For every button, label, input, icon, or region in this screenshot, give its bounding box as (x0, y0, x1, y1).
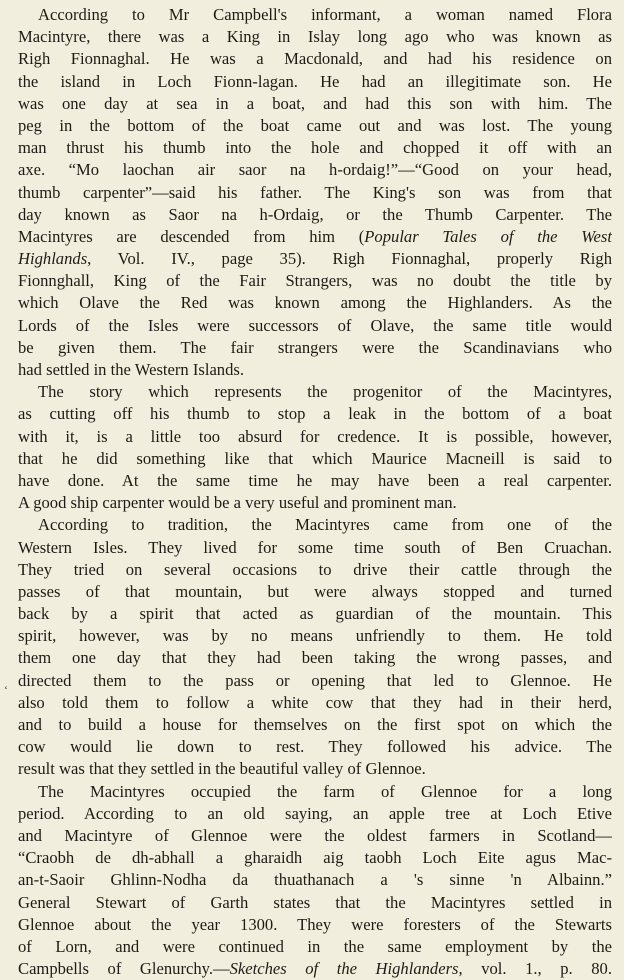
text-line: Glennoe about the year 1300. They were foresters of the Stewarts (18, 914, 612, 934)
text-line: period. According to an old saying, an apple tree at Loch Etive (18, 803, 612, 823)
text-line: them one day that they had been taking the wrong passes, and (18, 648, 612, 668)
text-line: and Macintyre of Glennoe were the oldest farmers in Scotland— (18, 825, 612, 845)
citation-title: Sketches of the Highlanders (229, 959, 459, 979)
text-line: and to build a house for themselves on the first spot on which the (18, 715, 612, 734)
paragraph-3 (18, 514, 612, 780)
text-run: Campbells of Glenurchy.— (18, 959, 230, 979)
text-line: They tried on several occasions to drive their cattle through the (18, 559, 612, 579)
text-line: man thrust his thumb into the hole and chopped it off with an (18, 138, 612, 158)
text-line (18, 226, 612, 248)
text-line: as cutting off his thumb to stop a leak in the bottom of a boat (18, 404, 612, 424)
text-line: directed them to the pass or opening that led to Glennoe. He (18, 670, 612, 690)
text-line: an-t-Saoir Ghlinn-Nodha da thuathanach a 's sinne 'n Albainn.” (18, 870, 612, 890)
text-line: The Macintyres occupied the farm of Glennoe for a long (38, 781, 612, 801)
text-line: of Lorn, and were continued in the same employment by the (18, 936, 612, 956)
text-line: thumb carpenter”—said his father. The King's son was from that (18, 182, 612, 202)
text-line: which Olave the Red was known among the Highlanders. As the (18, 293, 612, 313)
text-line: cow would lie down to rest. They followed his advice. The (18, 737, 612, 757)
text-line: spirit, however, was by no means unfriendly to them. He told (18, 626, 612, 646)
text-line: Fionnghall, King of the Fair Strangers, was no doubt the title by (18, 271, 612, 291)
text-line (18, 248, 612, 270)
text-line: also told them to follow a white cow that they had in their herd, (18, 692, 612, 712)
text-line: was one day at sea in a boat, and had this son with him. The (18, 93, 612, 113)
text-line: that he did something like that which Maurice Macneill is said to (18, 448, 612, 468)
text-line: According to tradition, the Macintyres came from one of the (38, 515, 612, 535)
text-line: day known as Saor na h-Ordaig, or the Thumb Carpenter. The (18, 204, 612, 224)
text-line: passes of that mountain, but were always stopped and turned (18, 581, 612, 601)
text-line: the island in Loch Fionn-lagan. He had an illegitimate son. He (18, 71, 612, 91)
text-line: have done. At the same time he may have been a real carpenter. (18, 470, 612, 490)
text-line (18, 958, 612, 980)
text-line: Western Isles. They lived for some time south of Ben Cruachan. (18, 537, 612, 557)
text-line: General Stewart of Garth states that the Macintyres settled in (18, 892, 612, 912)
text-line: According to Mr Campbell's informant, a woman named Flora (38, 5, 612, 24)
citation-title: Highlands (18, 249, 88, 269)
paragraph-1 (18, 4, 612, 381)
margin-mark: ‘ (4, 683, 8, 697)
text-run: , Vol. IV., page 35). Righ Fionnaghal, properly Righ (87, 249, 612, 269)
text-line: axe. “Mo laochan air saor na h-ordaig!”—“Good on your head, (18, 160, 612, 180)
text-line: Macintyre, there was a King in Islay long ago who was known as (18, 27, 612, 47)
text-line: The story which represents the progenitor of the Macintyres, (38, 382, 612, 402)
text-line: be given them. The fair strangers were the Scandinavians who (18, 337, 612, 357)
text-run: Macintyres are descended from him ( (18, 226, 365, 246)
text-line: A good ship carpenter would be a very useful and prominent man. (18, 493, 457, 513)
text-line: “Craobh de dh-abhall a gharaidh aig taobh Loch Eite agus Mac- (18, 848, 612, 868)
paragraph-2 (18, 381, 612, 514)
paragraph-4 (18, 781, 612, 980)
text-line: peg in the bottom of the boat came out and was lost. The young (18, 115, 612, 135)
text-line: with it, is a little too absurd for credence. It is possible, however, (18, 426, 612, 446)
text-line: result was that they settled in the beautiful valley of Glennoe. (18, 759, 426, 779)
text-line: Righ Fionnaghal. He was a Macdonald, and had his residence on (18, 49, 612, 69)
text-run: , vol. 1., p. 80. (458, 959, 612, 979)
text-line: back by a spirit that acted as guardian of the mountain. This (18, 604, 612, 624)
text-line: Lords of the Isles were successors of Olave, the same title would (18, 315, 612, 335)
text-line: had settled in the Western Islands. (18, 360, 245, 379)
citation-title: Popular Tales of the West (364, 226, 612, 246)
